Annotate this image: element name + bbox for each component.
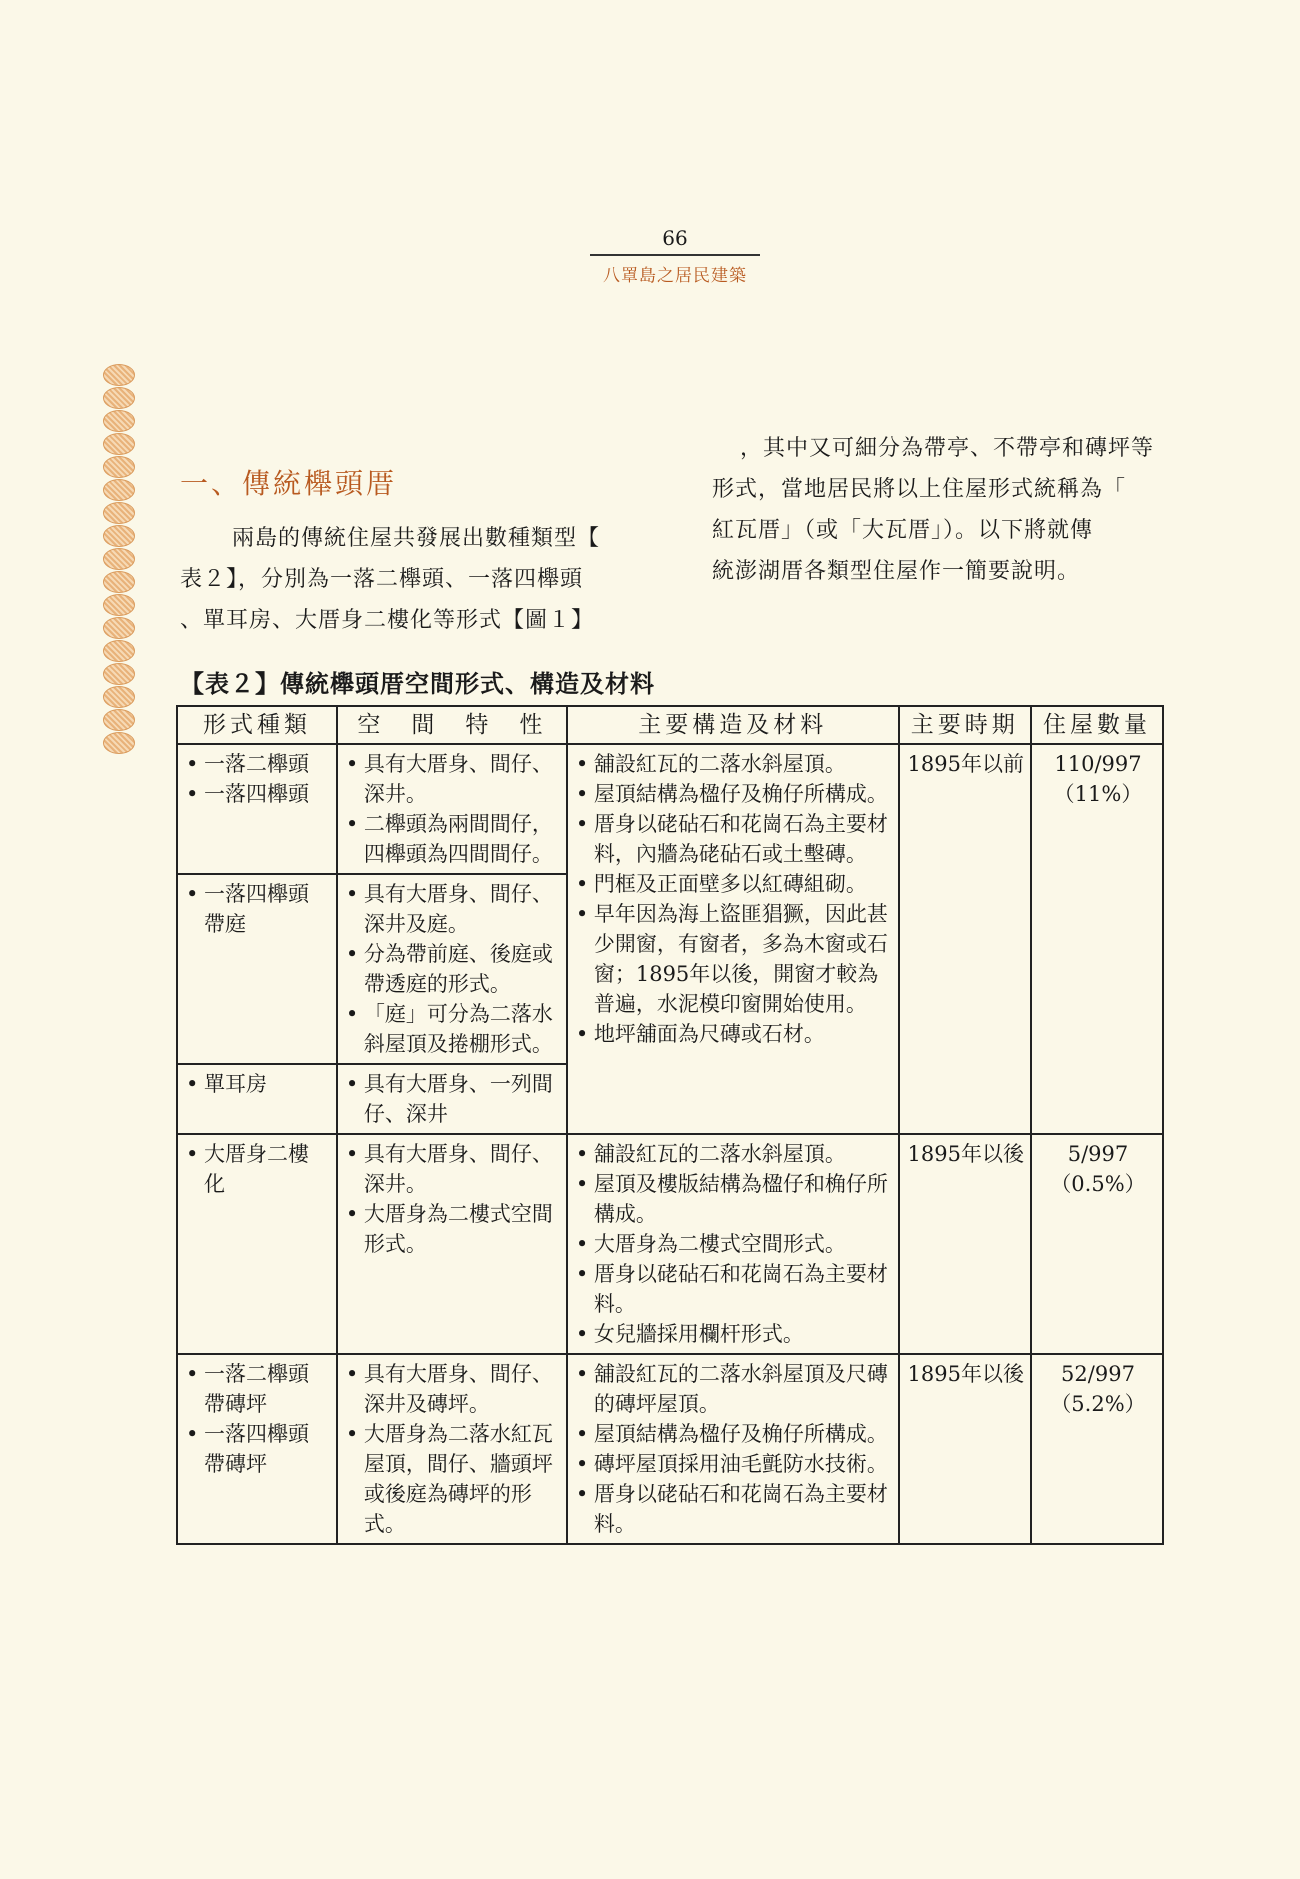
construction-item: • 門框及正面壁多以紅磚組砌。 bbox=[576, 869, 892, 899]
count-cell bbox=[1031, 744, 1163, 1134]
type-cell bbox=[177, 874, 337, 1064]
table-caption: 【表２】傳統櫸頭厝空間形式、構造及材料 bbox=[180, 669, 655, 698]
oval-ornament bbox=[103, 364, 135, 386]
feature-item: • 「庭」可分為二落水斜屋頂及捲棚形式。 bbox=[346, 999, 560, 1059]
oval-ornament bbox=[103, 640, 135, 662]
type-item: • 一落四櫸頭 bbox=[186, 779, 330, 809]
oval-ornament bbox=[103, 410, 135, 432]
construction-item: • 屋頂及樓版結構為楹仔和桷仔所構成。 bbox=[576, 1169, 892, 1229]
feature-item: • 具有大厝身、間仔、深井。 bbox=[346, 749, 560, 809]
oval-ornament bbox=[103, 686, 135, 708]
construction-item: • 舖設紅瓦的二落水斜屋頂。 bbox=[576, 1139, 892, 1169]
intro-right-line: 統澎湖厝各類型住屋作一簡要說明。 bbox=[712, 559, 1081, 584]
count-value: 52/997 bbox=[1061, 1362, 1135, 1386]
features-cell bbox=[337, 1064, 567, 1134]
type-item: • 一落四櫸頭帶庭 bbox=[186, 879, 330, 939]
house-types-table bbox=[176, 705, 1164, 1545]
count-percent: （0.5%） bbox=[1050, 1172, 1146, 1196]
decorative-ovals bbox=[103, 364, 137, 755]
feature-item: • 具有大厝身、間仔、深井。 bbox=[346, 1139, 560, 1199]
period-cell: 1895年以前 bbox=[899, 744, 1031, 1134]
oval-ornament bbox=[103, 594, 135, 616]
oval-ornament bbox=[103, 525, 135, 547]
feature-item: • 分為帶前庭、後庭或帶透庭的形式。 bbox=[346, 939, 560, 999]
count-value: 110/997 bbox=[1054, 752, 1142, 776]
construction-item: • 舖設紅瓦的二落水斜屋頂及尺磚的磚坪屋頂。 bbox=[576, 1359, 892, 1419]
table-row bbox=[177, 1354, 1163, 1544]
header-period: 主要時期 bbox=[899, 706, 1031, 744]
type-item: • 一落四櫸頭帶磚坪 bbox=[186, 1419, 330, 1479]
oval-ornament bbox=[103, 433, 135, 455]
construction-cell bbox=[567, 1134, 899, 1354]
page-number: 66 bbox=[590, 226, 760, 256]
construction-cell bbox=[567, 1354, 899, 1544]
period-cell: 1895年以後 bbox=[899, 1134, 1031, 1354]
feature-item: • 具有大厝身、間仔、深井及磚坪。 bbox=[346, 1359, 560, 1419]
feature-item: • 大厝身為二樓式空間形式。 bbox=[346, 1199, 560, 1259]
construction-item: • 早年因為海上盜匪猖獗，因此甚少開窗，有窗者，多為木窗或石窗；1895年以後，開窗才較為普遍，水泥模印窗開始使用。 bbox=[576, 899, 892, 1019]
intro-paragraph-right bbox=[712, 428, 1182, 592]
construction-item: • 磚坪屋頂採用油毛氈防水技術。 bbox=[576, 1449, 892, 1479]
type-item: • 單耳房 bbox=[186, 1069, 330, 1099]
construction-item: • 厝身以硓砧石和花崗石為主要材料。 bbox=[576, 1479, 892, 1539]
table-row bbox=[177, 744, 1163, 874]
intro-paragraph-left bbox=[180, 518, 640, 641]
count-percent: （11%） bbox=[1053, 782, 1143, 806]
type-cell bbox=[177, 1064, 337, 1134]
construction-item: • 厝身以硓砧石和花崗石為主要材料。 bbox=[576, 1259, 892, 1319]
construction-item: • 大厝身為二樓式空間形式。 bbox=[576, 1229, 892, 1259]
construction-item: • 舖設紅瓦的二落水斜屋頂。 bbox=[576, 749, 892, 779]
construction-item: • 地坪舖面為尺磚或石材。 bbox=[576, 1019, 892, 1049]
feature-item: • 大厝身為二落水紅瓦屋頂，間仔、牆頭坪或後庭為磚坪的形式。 bbox=[346, 1419, 560, 1539]
page-header bbox=[590, 226, 760, 286]
features-cell bbox=[337, 744, 567, 874]
table-header-row bbox=[177, 706, 1163, 744]
count-value: 5/997 bbox=[1067, 1142, 1129, 1166]
oval-ornament bbox=[103, 663, 135, 685]
intro-right-line: 形式，當地居民將以上住屋形式統稱為「 bbox=[712, 477, 1127, 502]
type-cell bbox=[177, 1134, 337, 1354]
intro-right-line: ，其中又可細分為帶亭、不帶亭和磚坪等 bbox=[740, 436, 1155, 461]
type-item: • 大厝身二樓化 bbox=[186, 1139, 330, 1199]
table-row bbox=[177, 1134, 1163, 1354]
features-cell bbox=[337, 1354, 567, 1544]
feature-item: • 具有大厝身、間仔、深井及庭。 bbox=[346, 879, 560, 939]
features-cell bbox=[337, 874, 567, 1064]
oval-ornament bbox=[103, 709, 135, 731]
intro-left-line: 兩島的傳統住屋共發展出數種類型【 bbox=[232, 526, 601, 551]
count-cell bbox=[1031, 1134, 1163, 1354]
oval-ornament bbox=[103, 548, 135, 570]
header-count: 住屋數量 bbox=[1031, 706, 1163, 744]
oval-ornament bbox=[103, 387, 135, 409]
header-type: 形式種類 bbox=[177, 706, 337, 744]
type-cell bbox=[177, 744, 337, 874]
oval-ornament bbox=[103, 732, 135, 754]
header-construction: 主要構造及材料 bbox=[567, 706, 899, 744]
construction-cell bbox=[567, 744, 899, 1134]
running-head: 八罩島之居民建築 bbox=[603, 266, 747, 286]
feature-item: • 二櫸頭為兩間間仔，四櫸頭為四間間仔。 bbox=[346, 809, 560, 869]
header-features: 空 間 特 性 bbox=[337, 706, 567, 744]
count-cell bbox=[1031, 1354, 1163, 1544]
oval-ornament bbox=[103, 617, 135, 639]
oval-ornament bbox=[103, 479, 135, 501]
type-cell bbox=[177, 1354, 337, 1544]
construction-item: • 厝身以硓砧石和花崗石為主要材料，內牆為硓砧石或土墼磚。 bbox=[576, 809, 892, 869]
count-percent: （5.2%） bbox=[1050, 1392, 1146, 1416]
features-cell bbox=[337, 1134, 567, 1354]
type-item: • 一落二櫸頭帶磚坪 bbox=[186, 1359, 330, 1419]
intro-right-line: 紅瓦厝」（或「大瓦厝」）。以下將就傳 bbox=[712, 518, 1094, 543]
oval-ornament bbox=[103, 502, 135, 524]
oval-ornament bbox=[103, 571, 135, 593]
period-cell: 1895年以後 bbox=[899, 1354, 1031, 1544]
feature-item: • 具有大厝身、一列間仔、深井 bbox=[346, 1069, 560, 1129]
oval-ornament bbox=[103, 456, 135, 478]
construction-item: • 女兒牆採用欄杆形式。 bbox=[576, 1319, 892, 1349]
construction-item: • 屋頂結構為楹仔及桷仔所構成。 bbox=[576, 779, 892, 809]
intro-left-line: 、單耳房、大厝身二樓化等形式【圖１】 bbox=[180, 608, 595, 633]
construction-item: • 屋頂結構為楹仔及桷仔所構成。 bbox=[576, 1419, 892, 1449]
intro-left-line: 表２】，分別為一落二櫸頭、一落四櫸頭 bbox=[180, 567, 584, 592]
section-title: 一、傳統櫸頭厝 bbox=[180, 467, 398, 500]
type-item: • 一落二櫸頭 bbox=[186, 749, 330, 779]
